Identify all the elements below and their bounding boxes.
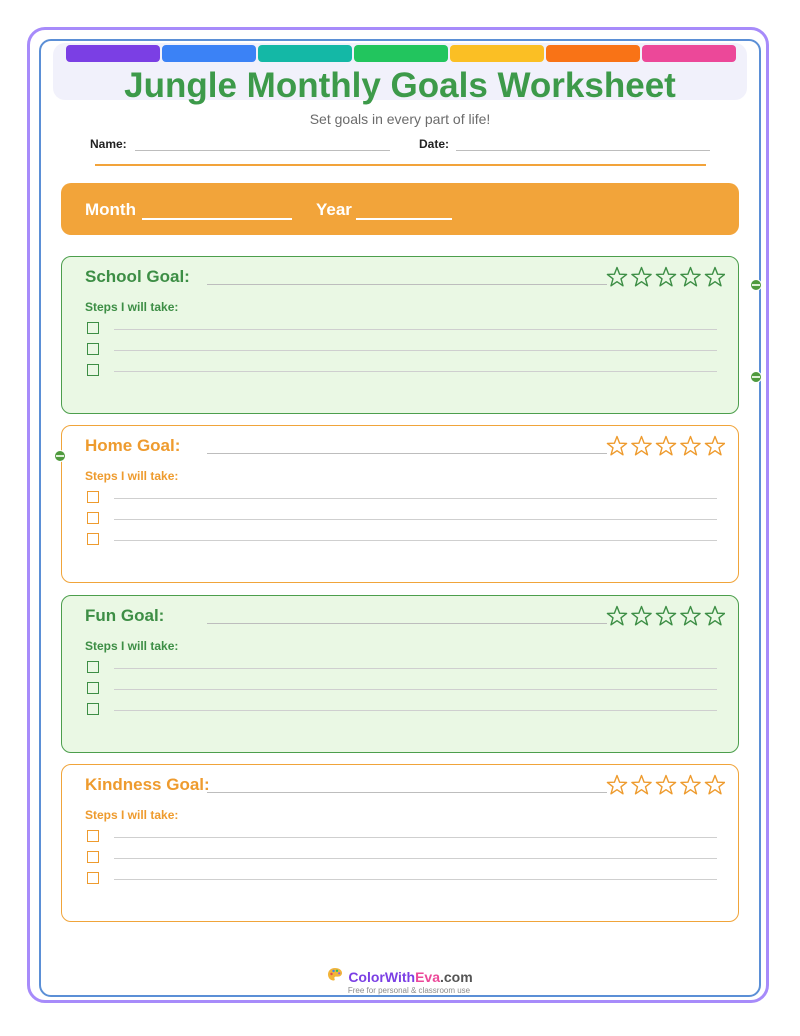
footer (0, 967, 800, 995)
checkbox-icon[interactable] (87, 703, 99, 715)
step-field[interactable] (114, 519, 717, 520)
goal-card (61, 764, 739, 922)
step-field[interactable] (114, 837, 717, 838)
steps-label: Steps I will take: (85, 300, 179, 314)
brand-color: Color (348, 969, 385, 985)
star-outline-icon[interactable] (681, 776, 700, 794)
goal-title: Home Goal: (85, 436, 181, 455)
footer-tagline: Free for personal & classroom use (347, 986, 471, 995)
checkbox-icon[interactable] (87, 851, 99, 863)
star-outline-icon[interactable] (705, 437, 724, 455)
checkbox-icon[interactable] (87, 364, 99, 376)
star-rating[interactable] (605, 434, 725, 460)
rainbow-segment (642, 45, 736, 62)
date-label: Date: (419, 137, 450, 151)
star-outline-icon[interactable] (607, 776, 626, 794)
star-outline-icon[interactable] (607, 268, 626, 286)
steps-label: Steps I will take: (85, 808, 179, 822)
step-row (87, 533, 717, 549)
checkbox-icon[interactable] (87, 682, 99, 694)
steps-label: Steps I will take: (85, 639, 179, 653)
star-outline-icon[interactable] (681, 437, 700, 455)
goal-title: School Goal: (85, 267, 190, 286)
step-field[interactable] (114, 350, 717, 351)
step-row (87, 491, 717, 507)
step-row (87, 322, 717, 338)
star-outline-icon[interactable] (632, 776, 651, 794)
checkbox-icon[interactable] (87, 830, 99, 842)
name-field[interactable] (135, 150, 390, 151)
year-field[interactable] (356, 218, 452, 220)
goal-title: Kindness Goal: (85, 775, 210, 794)
year-label: Year (316, 200, 352, 219)
step-row (87, 872, 717, 888)
step-field[interactable] (114, 858, 717, 859)
checkbox-icon[interactable] (87, 872, 99, 884)
rainbow-stripe (66, 45, 736, 62)
goal-field[interactable] (207, 453, 607, 454)
star-outline-icon[interactable] (705, 776, 724, 794)
step-field[interactable] (114, 371, 717, 372)
star-outline-icon[interactable] (607, 607, 626, 625)
brand-with: With (384, 969, 416, 985)
step-row (87, 703, 717, 719)
page-title: Jungle Monthly Goals Worksheet (124, 66, 676, 105)
star-outline-icon[interactable] (632, 607, 651, 625)
goal-card (61, 256, 739, 414)
star-outline-icon[interactable] (705, 607, 724, 625)
step-row (87, 364, 717, 380)
brand-domain: .com (440, 969, 473, 985)
step-field[interactable] (114, 668, 717, 669)
star-outline-icon[interactable] (681, 268, 700, 286)
rainbow-segment (162, 45, 256, 62)
step-field[interactable] (114, 879, 717, 880)
checkbox-icon[interactable] (87, 533, 99, 545)
steps-label: Steps I will take: (85, 469, 179, 483)
footer-brand[interactable] (327, 967, 472, 987)
goal-field[interactable] (207, 623, 607, 624)
name-label: Name: (90, 137, 127, 151)
star-outline-icon[interactable] (656, 437, 675, 455)
star-outline-icon[interactable] (656, 268, 675, 286)
rainbow-segment (354, 45, 448, 62)
month-year-bar (61, 183, 739, 235)
goal-field[interactable] (207, 284, 607, 285)
side-marker (54, 450, 66, 462)
star-rating[interactable] (605, 773, 725, 799)
page-subtitle: Set goals in every part of life! (309, 111, 491, 127)
goal-field[interactable] (207, 792, 607, 793)
rainbow-segment (546, 45, 640, 62)
checkbox-icon[interactable] (87, 512, 99, 524)
step-field[interactable] (114, 329, 717, 330)
star-rating[interactable] (605, 604, 725, 630)
checkbox-icon[interactable] (87, 322, 99, 334)
star-outline-icon[interactable] (656, 776, 675, 794)
step-field[interactable] (114, 498, 717, 499)
star-outline-icon[interactable] (632, 268, 651, 286)
rainbow-segment (66, 45, 160, 62)
rainbow-segment (258, 45, 352, 62)
brand-eva: Eva (415, 969, 440, 985)
header-divider (95, 164, 706, 166)
step-row (87, 851, 717, 867)
star-outline-icon[interactable] (705, 268, 724, 286)
goal-card (61, 425, 739, 583)
star-rating[interactable] (605, 265, 725, 291)
star-outline-icon[interactable] (681, 607, 700, 625)
star-outline-icon[interactable] (656, 607, 675, 625)
step-row (87, 343, 717, 359)
step-field[interactable] (114, 540, 717, 541)
star-outline-icon[interactable] (632, 437, 651, 455)
step-row (87, 682, 717, 698)
step-row (87, 512, 717, 528)
month-label: Month (85, 200, 136, 219)
goal-card (61, 595, 739, 753)
checkbox-icon[interactable] (87, 491, 99, 503)
date-field[interactable] (456, 150, 710, 151)
goal-title: Fun Goal: (85, 606, 165, 625)
palette-icon (327, 967, 343, 987)
step-row (87, 830, 717, 846)
star-outline-icon[interactable] (607, 437, 626, 455)
rainbow-segment (450, 45, 544, 62)
side-marker (750, 279, 762, 291)
step-field[interactable] (114, 710, 717, 711)
month-field[interactable] (142, 218, 292, 220)
step-field[interactable] (114, 689, 717, 690)
side-marker (750, 371, 762, 383)
step-row (87, 661, 717, 677)
checkbox-icon[interactable] (87, 343, 99, 355)
checkbox-icon[interactable] (87, 661, 99, 673)
